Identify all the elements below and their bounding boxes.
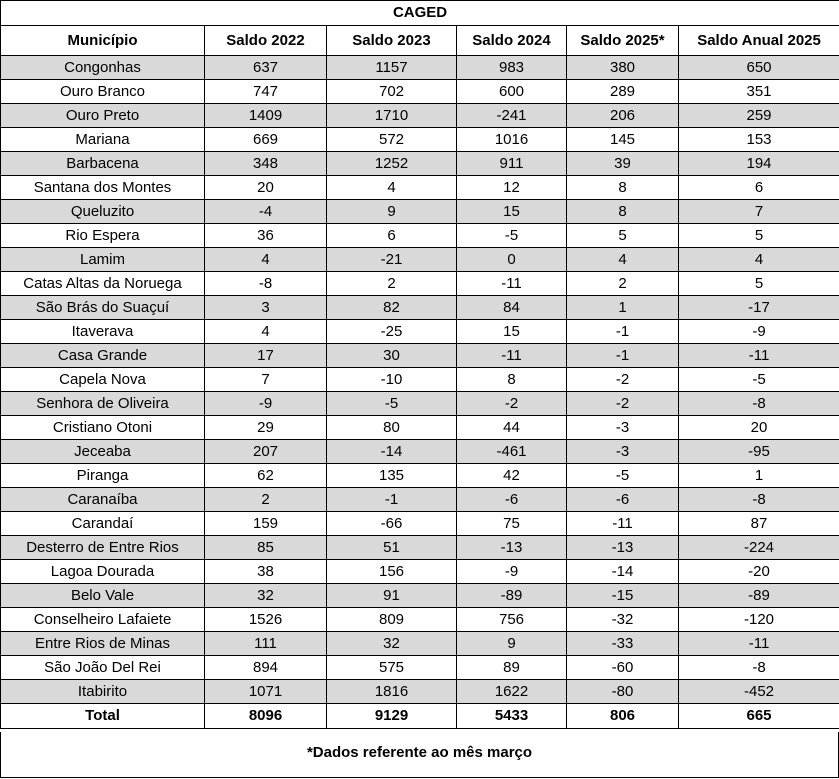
cell-saldo-2024: -6 <box>457 488 567 512</box>
cell-saldo-2025: -1 <box>567 320 679 344</box>
cell-saldo-2023: -25 <box>327 320 457 344</box>
cell-saldo-2023: 51 <box>327 536 457 560</box>
cell-saldo-2025: 145 <box>567 128 679 152</box>
cell-saldo-2024: -11 <box>457 272 567 296</box>
table-row <box>1 584 839 608</box>
cell-municipio: Ouro Branco <box>1 80 205 104</box>
cell-saldo-2025: -13 <box>567 536 679 560</box>
cell-saldo-2023: 1710 <box>327 104 457 128</box>
cell-saldo-2023: 6 <box>327 224 457 248</box>
table-row <box>1 224 839 248</box>
cell-saldo-anual-2025: -452 <box>679 680 839 704</box>
table-row <box>1 128 839 152</box>
footnote: *Dados referente ao mês março <box>0 732 839 778</box>
cell-saldo-2025: -11 <box>567 512 679 536</box>
cell-saldo-2023: 702 <box>327 80 457 104</box>
cell-saldo-anual-2025: 259 <box>679 104 839 128</box>
header-saldo-2025: Saldo 2025* <box>567 26 679 56</box>
cell-saldo-2024: -9 <box>457 560 567 584</box>
cell-saldo-2025: 4 <box>567 248 679 272</box>
cell-saldo-2024: -241 <box>457 104 567 128</box>
table-row <box>1 464 839 488</box>
cell-municipio: Cristiano Otoni <box>1 416 205 440</box>
header-municipio: Município <box>1 26 205 56</box>
table-body <box>1 56 839 704</box>
cell-saldo-anual-2025: -8 <box>679 656 839 680</box>
cell-saldo-2022: 7 <box>205 368 327 392</box>
cell-saldo-2022: 62 <box>205 464 327 488</box>
cell-saldo-anual-2025: -9 <box>679 320 839 344</box>
cell-saldo-anual-2025: 650 <box>679 56 839 80</box>
cell-saldo-2024: -2 <box>457 392 567 416</box>
cell-saldo-2024: -5 <box>457 224 567 248</box>
cell-saldo-2024: 756 <box>457 608 567 632</box>
total-saldo-2022: 8096 <box>205 704 327 729</box>
cell-municipio: Entre Rios de Minas <box>1 632 205 656</box>
cell-saldo-anual-2025: 5 <box>679 224 839 248</box>
cell-saldo-anual-2025: -224 <box>679 536 839 560</box>
table-row <box>1 560 839 584</box>
cell-saldo-2022: 38 <box>205 560 327 584</box>
cell-saldo-2025: 8 <box>567 200 679 224</box>
cell-municipio: Jeceaba <box>1 440 205 464</box>
cell-saldo-anual-2025: -95 <box>679 440 839 464</box>
cell-saldo-anual-2025: -5 <box>679 368 839 392</box>
cell-saldo-2023: 9 <box>327 200 457 224</box>
cell-municipio: Casa Grande <box>1 344 205 368</box>
cell-saldo-2023: 809 <box>327 608 457 632</box>
cell-saldo-2025: 39 <box>567 152 679 176</box>
cell-saldo-2022: 20 <box>205 176 327 200</box>
title-row <box>1 1 839 26</box>
table-row <box>1 368 839 392</box>
table-row <box>1 512 839 536</box>
cell-saldo-2024: -13 <box>457 536 567 560</box>
cell-municipio: Caranaíba <box>1 488 205 512</box>
cell-saldo-anual-2025: -17 <box>679 296 839 320</box>
cell-saldo-2022: 2 <box>205 488 327 512</box>
total-saldo-anual-2025: 665 <box>679 704 839 729</box>
table-row <box>1 344 839 368</box>
cell-municipio: Mariana <box>1 128 205 152</box>
total-saldo-2025: 806 <box>567 704 679 729</box>
table-row <box>1 536 839 560</box>
cell-municipio: São João Del Rei <box>1 656 205 680</box>
table-row <box>1 416 839 440</box>
cell-saldo-2023: -5 <box>327 392 457 416</box>
header-saldo-2024: Saldo 2024 <box>457 26 567 56</box>
cell-saldo-anual-2025: 194 <box>679 152 839 176</box>
cell-saldo-2023: 135 <box>327 464 457 488</box>
cell-saldo-2022: 3 <box>205 296 327 320</box>
cell-saldo-2025: -3 <box>567 416 679 440</box>
table-row <box>1 200 839 224</box>
cell-saldo-2025: 206 <box>567 104 679 128</box>
cell-municipio: Congonhas <box>1 56 205 80</box>
table-row <box>1 320 839 344</box>
header-row <box>1 26 839 56</box>
cell-saldo-2023: 82 <box>327 296 457 320</box>
cell-saldo-2025: -32 <box>567 608 679 632</box>
cell-municipio: Queluzito <box>1 200 205 224</box>
cell-saldo-2024: -89 <box>457 584 567 608</box>
cell-municipio: Conselheiro Lafaiete <box>1 608 205 632</box>
cell-saldo-2022: 32 <box>205 584 327 608</box>
table-row <box>1 80 839 104</box>
cell-saldo-2025: -80 <box>567 680 679 704</box>
cell-saldo-2025: 8 <box>567 176 679 200</box>
cell-saldo-2025: 5 <box>567 224 679 248</box>
cell-saldo-2023: 1816 <box>327 680 457 704</box>
table-row <box>1 152 839 176</box>
cell-saldo-2022: 1409 <box>205 104 327 128</box>
cell-saldo-2023: 156 <box>327 560 457 584</box>
cell-saldo-anual-2025: -11 <box>679 344 839 368</box>
table-row <box>1 176 839 200</box>
cell-saldo-2023: 572 <box>327 128 457 152</box>
total-saldo-2024: 5433 <box>457 704 567 729</box>
cell-saldo-2023: -14 <box>327 440 457 464</box>
cell-saldo-2023: -10 <box>327 368 457 392</box>
table-row <box>1 296 839 320</box>
cell-saldo-2024: 600 <box>457 80 567 104</box>
cell-municipio: Ouro Preto <box>1 104 205 128</box>
cell-saldo-2022: 85 <box>205 536 327 560</box>
cell-saldo-anual-2025: 4 <box>679 248 839 272</box>
table-row <box>1 248 839 272</box>
cell-saldo-2022: 29 <box>205 416 327 440</box>
cell-saldo-2022: 1526 <box>205 608 327 632</box>
cell-saldo-2025: -60 <box>567 656 679 680</box>
cell-saldo-2022: 637 <box>205 56 327 80</box>
cell-saldo-2024: 84 <box>457 296 567 320</box>
cell-saldo-2024: 75 <box>457 512 567 536</box>
cell-saldo-anual-2025: -120 <box>679 608 839 632</box>
cell-saldo-2024: 1016 <box>457 128 567 152</box>
cell-saldo-2022: 111 <box>205 632 327 656</box>
cell-saldo-2022: -9 <box>205 392 327 416</box>
cell-saldo-anual-2025: 6 <box>679 176 839 200</box>
table-row <box>1 608 839 632</box>
cell-municipio: Carandaí <box>1 512 205 536</box>
cell-saldo-anual-2025: 1 <box>679 464 839 488</box>
cell-saldo-2024: 8 <box>457 368 567 392</box>
cell-municipio: Desterro de Entre Rios <box>1 536 205 560</box>
cell-municipio: Senhora de Oliveira <box>1 392 205 416</box>
cell-saldo-2022: 17 <box>205 344 327 368</box>
cell-municipio: Itabirito <box>1 680 205 704</box>
cell-saldo-2023: 1252 <box>327 152 457 176</box>
cell-saldo-2024: -11 <box>457 344 567 368</box>
cell-saldo-2022: 348 <box>205 152 327 176</box>
cell-saldo-2024: 42 <box>457 464 567 488</box>
cell-saldo-anual-2025: -89 <box>679 584 839 608</box>
cell-municipio: Rio Espera <box>1 224 205 248</box>
cell-saldo-2025: -2 <box>567 392 679 416</box>
cell-saldo-2022: 207 <box>205 440 327 464</box>
cell-saldo-2025: 289 <box>567 80 679 104</box>
cell-saldo-2025: -6 <box>567 488 679 512</box>
cell-saldo-anual-2025: 5 <box>679 272 839 296</box>
cell-saldo-2022: 4 <box>205 248 327 272</box>
table-row <box>1 56 839 80</box>
cell-saldo-2024: 9 <box>457 632 567 656</box>
cell-municipio: Piranga <box>1 464 205 488</box>
cell-saldo-2022: 669 <box>205 128 327 152</box>
cell-saldo-2025: -2 <box>567 368 679 392</box>
cell-saldo-2024: 15 <box>457 320 567 344</box>
cell-municipio: Belo Vale <box>1 584 205 608</box>
cell-saldo-2022: -4 <box>205 200 327 224</box>
cell-saldo-2024: 15 <box>457 200 567 224</box>
cell-saldo-anual-2025: -8 <box>679 392 839 416</box>
header-saldo-2023: Saldo 2023 <box>327 26 457 56</box>
table-row <box>1 632 839 656</box>
cell-municipio: Capela Nova <box>1 368 205 392</box>
table-title: CAGED <box>1 1 839 26</box>
cell-saldo-2025: -15 <box>567 584 679 608</box>
cell-saldo-anual-2025: 7 <box>679 200 839 224</box>
cell-saldo-2023: 2 <box>327 272 457 296</box>
cell-saldo-2024: 12 <box>457 176 567 200</box>
cell-saldo-2025: -33 <box>567 632 679 656</box>
cell-saldo-2023: -1 <box>327 488 457 512</box>
cell-saldo-2024: 44 <box>457 416 567 440</box>
table-row <box>1 656 839 680</box>
cell-saldo-2025: -3 <box>567 440 679 464</box>
cell-saldo-2025: -5 <box>567 464 679 488</box>
total-row <box>1 704 839 729</box>
table-row <box>1 104 839 128</box>
header-saldo-anual-2025: Saldo Anual 2025 <box>679 26 839 56</box>
cell-saldo-2024: 1622 <box>457 680 567 704</box>
cell-municipio: Lagoa Dourada <box>1 560 205 584</box>
cell-saldo-anual-2025: -20 <box>679 560 839 584</box>
cell-municipio: Barbacena <box>1 152 205 176</box>
cell-saldo-2023: 80 <box>327 416 457 440</box>
cell-saldo-2025: 380 <box>567 56 679 80</box>
table-row <box>1 488 839 512</box>
cell-municipio: Lamim <box>1 248 205 272</box>
cell-saldo-2023: 575 <box>327 656 457 680</box>
cell-saldo-2022: 894 <box>205 656 327 680</box>
total-label: Total <box>1 704 205 729</box>
cell-saldo-2023: 30 <box>327 344 457 368</box>
cell-saldo-anual-2025: -8 <box>679 488 839 512</box>
cell-saldo-2024: 911 <box>457 152 567 176</box>
cell-saldo-2025: -1 <box>567 344 679 368</box>
cell-saldo-2022: 747 <box>205 80 327 104</box>
table-row <box>1 392 839 416</box>
cell-saldo-2023: 91 <box>327 584 457 608</box>
cell-saldo-anual-2025: 153 <box>679 128 839 152</box>
cell-saldo-2022: 36 <box>205 224 327 248</box>
cell-saldo-2023: 4 <box>327 176 457 200</box>
cell-saldo-2024: 0 <box>457 248 567 272</box>
cell-saldo-2022: -8 <box>205 272 327 296</box>
total-saldo-2023: 9129 <box>327 704 457 729</box>
cell-saldo-anual-2025: 87 <box>679 512 839 536</box>
cell-saldo-2023: 32 <box>327 632 457 656</box>
cell-saldo-2025: -14 <box>567 560 679 584</box>
cell-saldo-2023: 1157 <box>327 56 457 80</box>
cell-saldo-2024: -461 <box>457 440 567 464</box>
cell-saldo-anual-2025: 351 <box>679 80 839 104</box>
cell-saldo-2025: 2 <box>567 272 679 296</box>
cell-saldo-2024: 983 <box>457 56 567 80</box>
table-row <box>1 272 839 296</box>
cell-saldo-2022: 159 <box>205 512 327 536</box>
cell-saldo-anual-2025: 20 <box>679 416 839 440</box>
table-row <box>1 440 839 464</box>
cell-saldo-2022: 1071 <box>205 680 327 704</box>
cell-saldo-2025: 1 <box>567 296 679 320</box>
cell-municipio: Santana dos Montes <box>1 176 205 200</box>
cell-saldo-2023: -66 <box>327 512 457 536</box>
header-saldo-2022: Saldo 2022 <box>205 26 327 56</box>
cell-municipio: São Brás do Suaçuí <box>1 296 205 320</box>
cell-saldo-2023: -21 <box>327 248 457 272</box>
cell-saldo-2022: 4 <box>205 320 327 344</box>
table-row <box>1 680 839 704</box>
cell-saldo-2024: 89 <box>457 656 567 680</box>
cell-municipio: Itaverava <box>1 320 205 344</box>
cell-municipio: Catas Altas da Noruega <box>1 272 205 296</box>
cell-saldo-anual-2025: -11 <box>679 632 839 656</box>
